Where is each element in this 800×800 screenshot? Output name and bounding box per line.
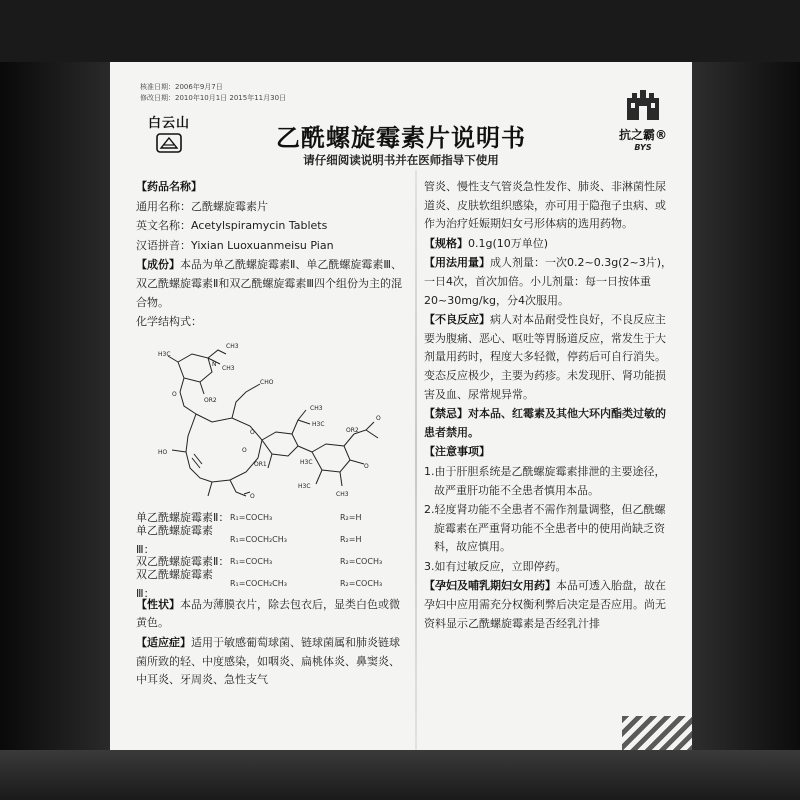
formula-name: 双乙酰螺旋霉素Ⅱ： bbox=[136, 555, 230, 569]
structure-label-10: O bbox=[250, 428, 255, 436]
drug-name-heading: 【药品名称】 bbox=[136, 180, 202, 193]
structure-label-19: O bbox=[250, 492, 255, 500]
formula-r1: R₁=COCH₂CH₃ bbox=[230, 579, 287, 589]
properties-section bbox=[136, 596, 408, 633]
chemical-structure-diagram bbox=[150, 334, 400, 504]
document-subtitle: 请仔细阅读说明书并在医师指导下使用 bbox=[303, 153, 499, 167]
structure-label-3: CH3 bbox=[222, 364, 235, 372]
properties-text: 本品为薄膜衣片，除去包衣后，显类白色或微黄色。 bbox=[136, 597, 400, 630]
precaution-item: 3.如有过敏反应，立即停药。 bbox=[424, 559, 567, 573]
properties-heading: 【性状】 bbox=[136, 597, 180, 611]
formula-name: 双乙酰螺旋霉素Ⅲ： bbox=[136, 568, 213, 600]
brand-right-sub: BYS bbox=[634, 143, 652, 152]
specification-heading: 【规格】 bbox=[424, 236, 468, 250]
formula-r1: R₁=COCH₃ bbox=[230, 557, 273, 567]
structure-label-13: O bbox=[376, 414, 381, 422]
structure-label-15: O bbox=[364, 462, 369, 470]
structure-label-16: H3C bbox=[300, 458, 313, 466]
leaflet-paper bbox=[110, 62, 692, 750]
adverse-reactions-text: 病人对本品耐受性良好，不良反应主要为腹痛、恶心、呕吐等胃肠道反应，常发生于大剂量用药时，程度大多轻微，停药后可自行消失。变态反应极少，主要为药疹。未发现肝、肾功能损害及血、尿常规异常。 bbox=[424, 313, 666, 401]
precautions-heading: 【注意事项】 bbox=[424, 445, 490, 459]
composition-heading: 【成份】 bbox=[136, 258, 180, 272]
right-column bbox=[424, 178, 676, 634]
paper-fold-line bbox=[415, 170, 417, 750]
pregnancy-heading: 【孕妇及哺乳期妇女用药】 bbox=[424, 579, 556, 593]
background-left bbox=[0, 0, 110, 800]
generic-name: 通用名称：乙酰螺旋霉素片 bbox=[136, 199, 268, 213]
pinyin-name: 汉语拼音：Yixian Luoxuanmeisu Pian bbox=[136, 238, 334, 252]
structure-label-18: H3C bbox=[298, 482, 311, 490]
pregnancy-text: 本品可透入胎盘，故在孕妇中应用需充分权衡利弊后决定是否应用。尚无资料显示乙酰螺旋霉素是否经乳汁排 bbox=[424, 579, 666, 630]
indications-section bbox=[136, 634, 408, 690]
brand-right-name: 抗之霸 bbox=[618, 128, 655, 142]
english-name: 英文名称：Acetylspiramycin Tablets bbox=[136, 219, 328, 233]
indications-continued: 管炎、慢性支气管炎急性发作、肺炎、非淋菌性尿道炎、皮肤软组织感染，亦可用于隐孢子虫病、或作为治疗妊娠期妇女弓形体病的选用药物。 bbox=[424, 180, 666, 231]
contraindications-heading: 【禁忌】 bbox=[424, 407, 468, 421]
background-top bbox=[0, 0, 800, 62]
structure-label-6: CHO bbox=[260, 378, 274, 386]
structure-label-12: O bbox=[242, 446, 247, 454]
structure-label-11: OR1 bbox=[254, 460, 267, 468]
adverse-reactions-section bbox=[424, 311, 676, 404]
corner-stripes bbox=[622, 716, 692, 750]
structure-label-9: H3C bbox=[312, 420, 325, 428]
indications-text: 适用于敏感葡萄球菌、链球菌属和肺炎链球菌所致的轻、中度感染，如咽炎、扁桃体炎、鼻窦炎、中耳炎、牙周炎、急性支气 bbox=[136, 635, 400, 687]
structure-label-5: H3C bbox=[158, 350, 171, 358]
structure-label: 化学结构式： bbox=[136, 315, 202, 329]
dosage-text: 成人剂量：一次0.2~0.3g(2~3片)，一日4次，首次加倍。小儿剂量：每一日按体重20~30mg/kg，分4次服用。 bbox=[424, 256, 672, 307]
document-dates bbox=[140, 82, 286, 104]
brand-name-left: 白云山 bbox=[147, 116, 190, 131]
composition-section bbox=[136, 256, 408, 312]
specification-text: 0.1g(10万单位) bbox=[468, 236, 549, 250]
formula-name: 单乙酰螺旋霉素Ⅲ： bbox=[136, 524, 213, 556]
structure-label-17: HO bbox=[158, 448, 168, 456]
structure-label-4: O bbox=[172, 390, 177, 398]
formula-row bbox=[136, 524, 408, 556]
pregnancy-section bbox=[424, 577, 676, 633]
dosage-heading: 【用法用量】 bbox=[424, 256, 490, 270]
composition-text: 本品为单乙酰螺旋霉素Ⅱ、单乙酰螺旋霉素Ⅲ、双乙酰螺旋霉素Ⅱ和双乙酰螺旋霉素Ⅲ四个组份为主的混合物。 bbox=[136, 258, 402, 309]
background-right bbox=[690, 0, 800, 800]
structure-label-2: N bbox=[212, 360, 217, 368]
formula-r1: R₁=COCH₃ bbox=[230, 513, 273, 523]
precaution-item: 2.轻度肾功能不全患者不需作剂量调整，但乙酰螺旋霉素在严重肾功能不全患者中的使用尚缺乏资料，故应慎用。 bbox=[424, 503, 666, 554]
brand-name-right: 抗之霸® bbox=[618, 128, 667, 142]
specification-section bbox=[424, 235, 676, 254]
castle-logo-icon bbox=[623, 88, 663, 122]
structure-label-1: CH3 bbox=[226, 342, 239, 350]
structure-label-8: CH3 bbox=[310, 404, 323, 412]
formula-row bbox=[136, 568, 408, 600]
formula-name: 单乙酰螺旋霉素Ⅱ： bbox=[136, 511, 230, 525]
approval-date: 核准日期：2006年9月7日 bbox=[140, 83, 223, 91]
formula-r2: R₂=COCH₃ bbox=[340, 579, 383, 589]
structure-label-14: OR2 bbox=[346, 426, 359, 434]
structure-label-20: CH3 bbox=[336, 490, 349, 498]
document-title: 乙酰螺旋霉素片说明书 bbox=[276, 124, 526, 152]
dosage-section bbox=[424, 254, 676, 310]
contraindications-text: 对本品、红霉素及其他大环内酯类过敏的患者禁用。 bbox=[424, 407, 666, 439]
background-bottom bbox=[0, 750, 800, 800]
formula-r2: R₂=H bbox=[340, 513, 362, 523]
formula-r2: R₂=H bbox=[340, 535, 362, 545]
revision-date: 修改日期：2010年10月1日 2015年11月30日 bbox=[140, 94, 287, 102]
precaution-item: 1.由于肝胆系统是乙酰螺旋霉素排泄的主要途径，故严重肝功能不全患者慎用本品。 bbox=[424, 464, 666, 497]
adverse-reactions-heading: 【不良反应】 bbox=[424, 313, 490, 327]
structure-label-7: OR2 bbox=[204, 396, 217, 404]
indications-heading: 【适应症】 bbox=[136, 635, 191, 649]
formula-r1: R₁=COCH₂CH₃ bbox=[230, 535, 287, 545]
formula-r2: R₂=COCH₃ bbox=[340, 557, 383, 567]
contraindications-section bbox=[424, 405, 676, 442]
left-column bbox=[136, 178, 408, 691]
